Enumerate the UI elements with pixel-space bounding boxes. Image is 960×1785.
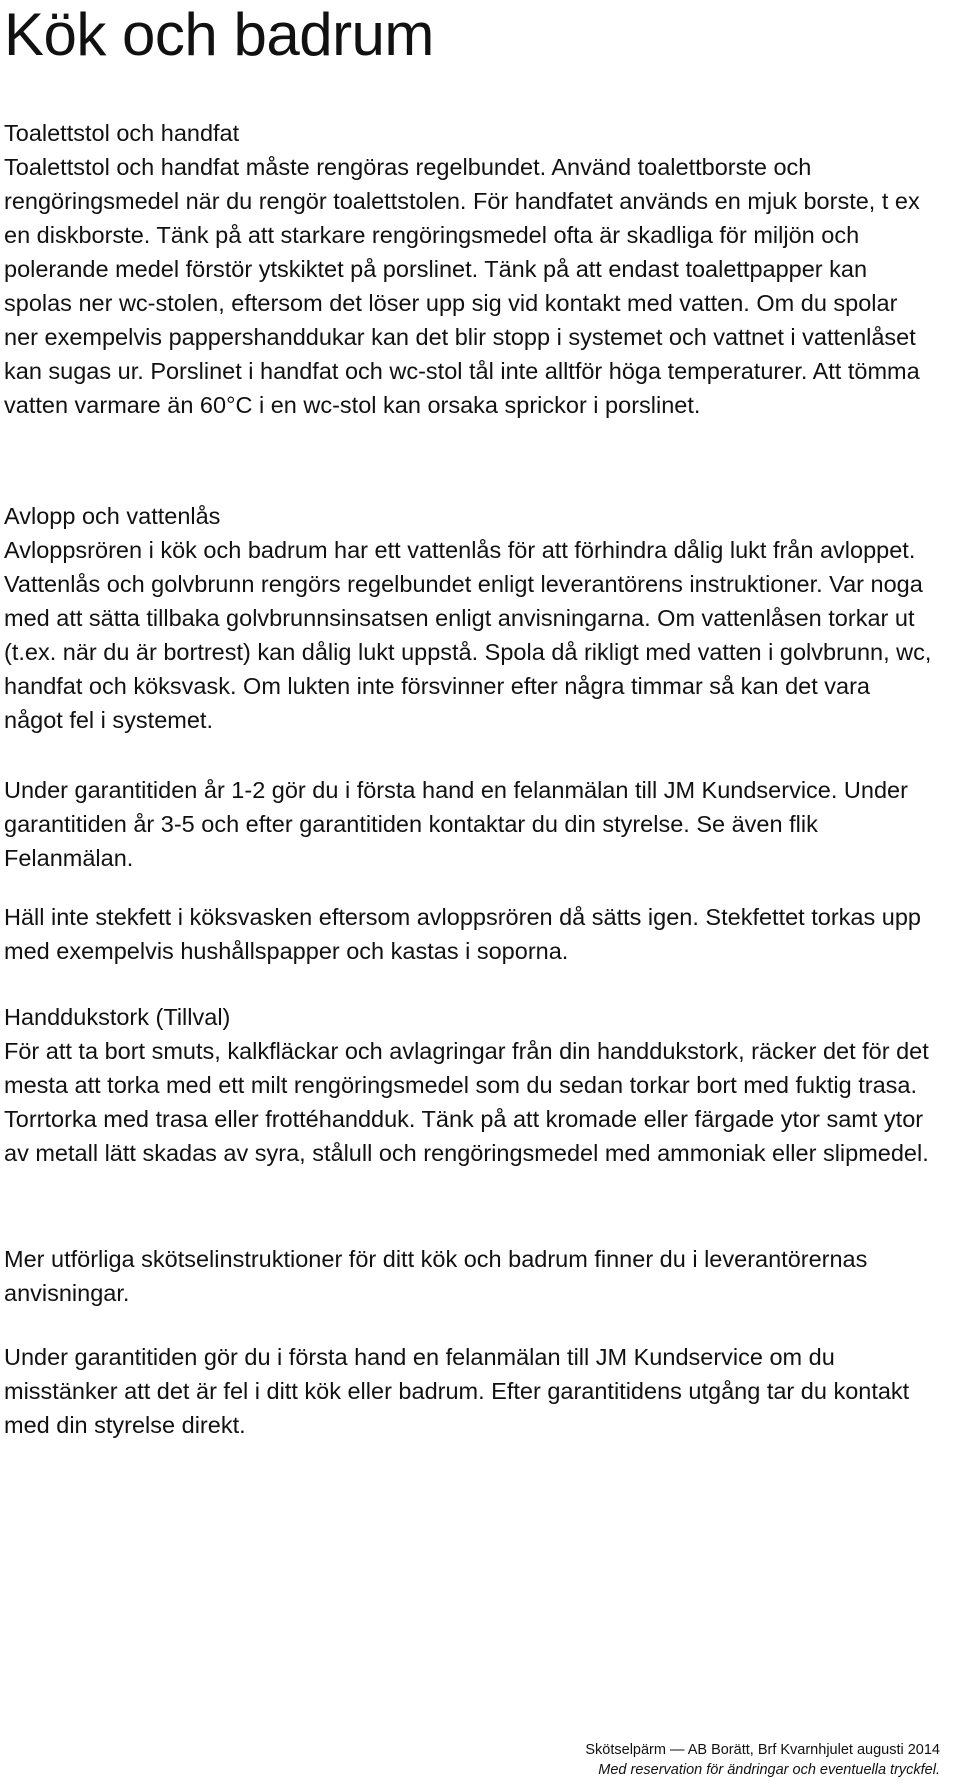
section-heading: Toalettstol och handfat [4, 120, 240, 146]
section-felanmalan [4, 1340, 934, 1442]
section-heading: Handdukstork (Tillval) [4, 1004, 231, 1030]
section-avlopp [4, 499, 934, 737]
section-handdukstork [4, 1000, 934, 1170]
section-garanti-kundservice [4, 773, 934, 875]
section-skotselinstruktioner [4, 1242, 934, 1310]
document-page [4, 0, 934, 1438]
section-body: För att ta bort smuts, kalkfläckar och avlagringar från din handdukstork, räcker det för det mesta att torka med ett milt rengöringsmedel som du sedan torkar bort med fuktig trasa. Torrtorka med trasa eller frottéhandduk. Tänk på att kromade eller färgade ytor samt ytor av metall lätt skadas av syra, stålull och rengöringsmedel med ammoniak eller slipmedel. [4, 1038, 929, 1166]
section-body: Under garantitiden gör du i första hand en felanmälan till JM Kundservice om du misstänker att det är fel i ditt kök eller badrum. Efter garantitidens utgång tar du kontakt med din styrelse direkt. [4, 1344, 910, 1438]
page-title: Kök och badrum [4, 1, 434, 68]
section-body: Häll inte stekfett i köksvasken eftersom avloppsrören då sätts igen. Stekfettet torkas upp med exempelvis hushållspapper och kastas i soporna. [4, 904, 921, 964]
section-body: Under garantitiden år 1-2 gör du i första hand en felanmälan till JM Kundservice. Under garantitiden år 3-5 och efter garantitiden kontaktar du din styrelse. Se även flik Felanmälan. [4, 777, 908, 871]
section-body: Avloppsrören i kök och badrum har ett vattenlås för att förhindra dålig lukt från avloppet. Vattenlås och golvbrunn rengörs regelbundet enligt leverantörens instruktioner. Var noga med att sätta tillbaka golvbrunnsinsatsen enligt anvisningarna. Om vattenlåsen torkar ut (t.ex. när du är bortrest) kan dålig lukt uppstå. Spola då rikligt med vatten i golvbrunn, wc, handfat och köksvask. Om lukten inte försvinner efter några timmar så kan det vara något fel i systemet. [4, 537, 932, 733]
section-heading: Avlopp och vattenlås [4, 503, 221, 529]
section-body: Mer utförliga skötselinstruktioner för ditt kök och badrum finner du i leverantörernas anvisningar. [4, 1246, 868, 1306]
footer-publication: Skötselpärm — AB Borätt, Brf Kvarnhjulet augusti 2014 [585, 1742, 940, 1758]
section-body: Toalettstol och handfat måste rengöras regelbundet. Använd toalettborste och rengöringsmedel när du rengör toalettstolen. För handfatet används en mjuk borste, t ex en diskborste. Tänk på att starkare rengöringsmedel ofta är skadliga för miljön och polerande medel förstör ytskiktet på porslinet. Tänk på att endast toalettpapper kan spolas ner wc-stolen, eftersom det löser upp sig vid kontakt med vatten. Om du spolar ner exempelvis pappershanddukar kan det blir stopp i systemet och vattnet i vattenlåset kan sugas ur. Porslinet i handfat och wc-stol tål inte alltför höga temperaturer. Att tömma vatten varmare än 60°C i en wc-stol kan orsaka sprickor i porslinet. [4, 154, 920, 418]
page-footer [585, 1740, 940, 1780]
section-toalettstol [4, 116, 934, 422]
footer-disclaimer: Med reservation för ändringar och eventuella tryckfel. [598, 1762, 940, 1778]
section-stekfett [4, 900, 934, 968]
